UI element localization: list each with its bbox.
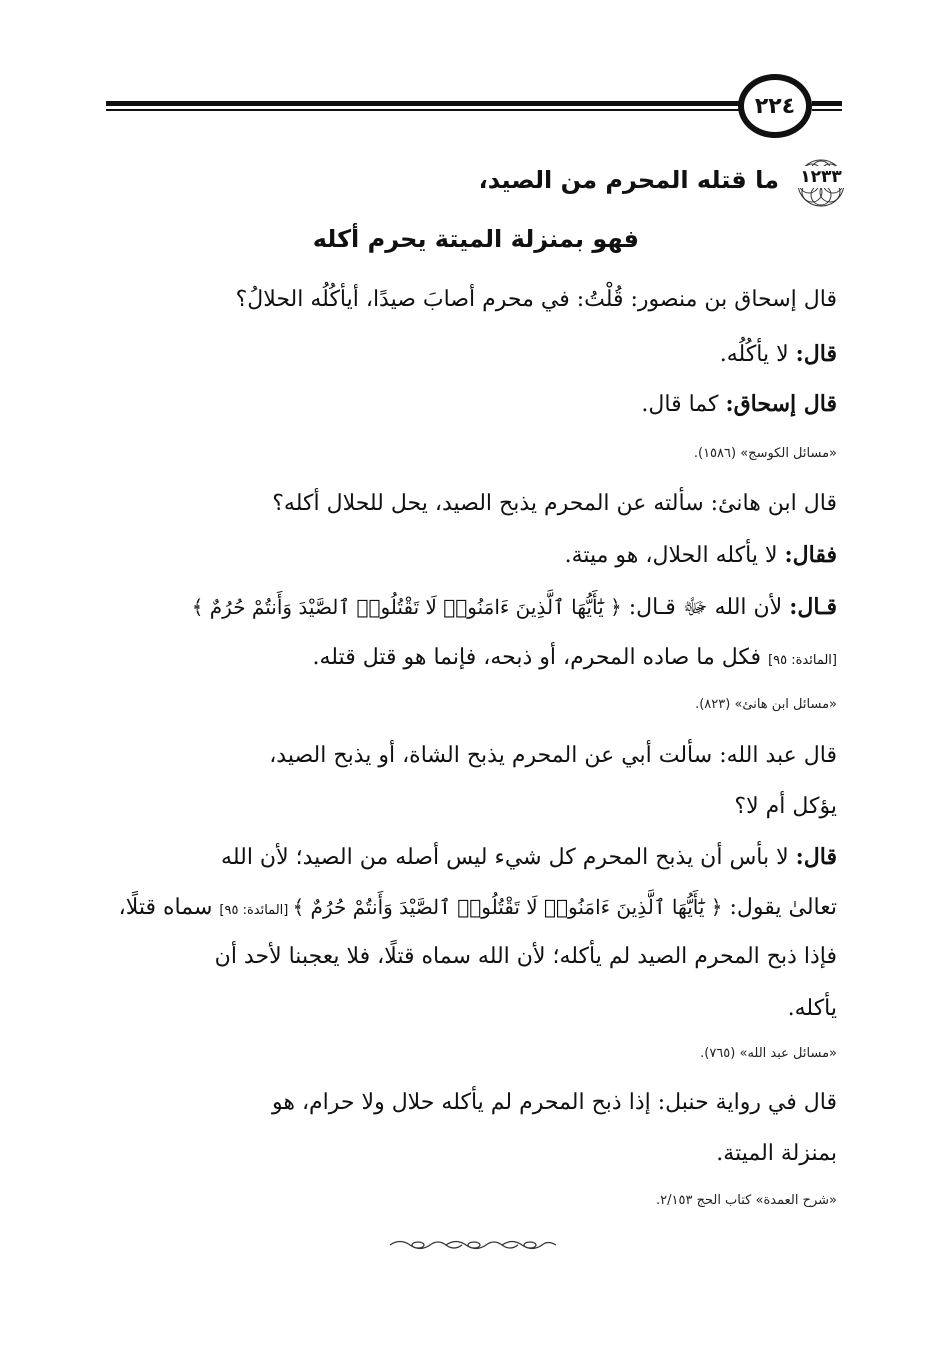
header-rule [106, 101, 746, 106]
text-span: فكل ما صاده المحرم، أو ذبحه، فإنما هو قتل قتله. [312, 645, 769, 670]
paragraph-line [221, 842, 837, 873]
paragraph-line [565, 540, 837, 571]
source-citation: «مسائل الكوسج» (١٥٨٦). [693, 446, 837, 461]
text-span: لأن الله ﷻ قـال: [621, 595, 790, 620]
text-span: تعالىٰ يقول: [722, 895, 837, 920]
paragraph-line: يأكله. [787, 996, 837, 1021]
paragraph-line [312, 643, 837, 676]
paragraph-line [192, 592, 837, 623]
paragraph-line [720, 339, 837, 370]
source-citation: «مسائل ابن هانئ» (٨٢٣). [695, 697, 837, 712]
source-citation: «شرح العمدة» كتاب الحج ٢/١٥٣. [655, 1193, 837, 1208]
section-title-line2: فهو بمنزلة الميتة يحرم أكله [312, 225, 639, 253]
verse-reference: [المائدة: ٩٥] [219, 903, 293, 918]
header-rule-right [812, 101, 842, 106]
verse-reference: [المائدة: ٩٥] [768, 653, 837, 668]
text-span: لا يأكله الحلال، هو ميتة. [564, 543, 785, 568]
speaker-label: فقال: [784, 542, 837, 568]
speaker-label: قال إسحاق: [725, 391, 837, 417]
paragraph-line: قال إسحاق بن منصور: قُلْتُ: في محرم أصابَ صيدًا، أيأكُلُه الحلالُ؟ [235, 287, 837, 312]
paragraph-line: قال في رواية حنبل: إذا ذبح المحرم لم يأكله حلال ولا حرام، هو [272, 1090, 837, 1115]
text-span: سماه قتلًا، [118, 895, 220, 920]
text-span: لا بأس أن يذبح المحرم كل شيء ليس أصله من الصيد؛ لأن الله [221, 845, 796, 870]
section-title-line1: ما قتله المحرم من الصيد، [478, 166, 779, 194]
paragraph-line: قال ابن هانئ: سألته عن المحرم يذبح الصيد، يحل للحلال أكله؟ [272, 491, 837, 516]
speaker-label: قال: [795, 844, 837, 870]
speaker-label: قـال: [789, 594, 837, 620]
header-rule-right-thin [812, 109, 842, 111]
paragraph-line: يؤكل أم لا؟ [734, 794, 837, 819]
paragraph-line: قال عبد الله: سألت أبي عن المحرم يذبح الشاة، أو يذبح الصيد، [269, 743, 837, 768]
paragraph-line: فإذا ذبح المحرم الصيد لم يأكله؛ لأن الله سماه قتلًا، فلا يعجبنا لأحد أن [214, 944, 837, 969]
paragraph-line [119, 892, 837, 926]
header-rule-thin [106, 109, 746, 111]
text-span: كما قال. [641, 392, 726, 417]
section-number: ١٢٣٣ [796, 166, 846, 188]
quran-verse: ﴿ يَٰٓأَيُّهَا ٱلَّذِينَ ءَامَنُوا۟ لَا تَقْتُلُوا۟ ٱلصَّيْدَ وَأَنتُمْ حُرُمٌ ﴾ [292, 895, 723, 919]
speaker-label: قال: [795, 341, 837, 367]
paragraph-line [641, 389, 837, 420]
source-citation: «مسائل عبد الله» (٧٦٥). [700, 1046, 837, 1061]
footer-ornament-icon [388, 1238, 558, 1252]
page-number: ٢٢٤ [738, 74, 812, 138]
quran-verse: ﴿ يَٰٓأَيُّهَا ٱلَّذِينَ ءَامَنُوا۟ لَا تَقْتُلُوا۟ ٱلصَّيْدَ وَأَنتُمْ حُرُمٌ ﴾ [191, 595, 622, 619]
paragraph-line: بمنزلة الميتة. [716, 1141, 837, 1166]
text-span: لا يأكُلُه. [719, 342, 796, 367]
